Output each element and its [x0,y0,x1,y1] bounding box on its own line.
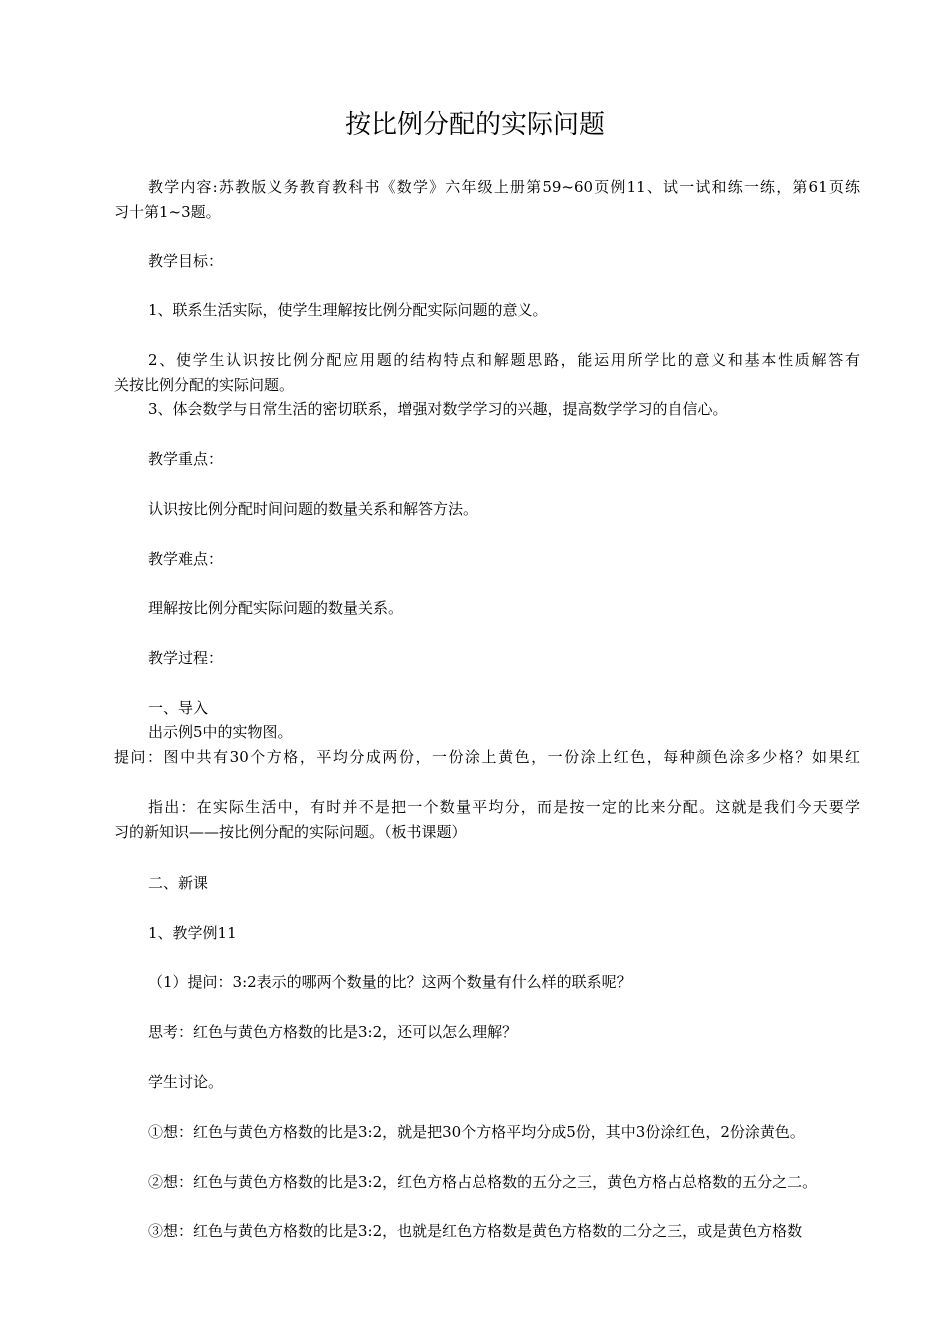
document-title: 按比例分配的实际问题 [344,110,605,140]
paragraph-line: 教学内容:苏教版义务教育教科书《数学》六年级上册第59~60页例11、试一试和练一练，第61页练 [148,178,860,196]
paragraph-line: 认识按比例分配时间问题的数量关系和解答方法。 [148,500,479,518]
paragraph-line: 出示例5中的实物图。 [148,723,293,741]
paragraph-line: 学生讨论。 [148,1073,224,1091]
paragraph-line: 提问：图中共有30个方格，平均分成两份，一份涂上黄色，一份涂上红色，每种颜色涂多少格？如果红 [114,748,860,766]
paragraph-line: 2、使学生认识按比例分配应用题的结构特点和解题思路，能运用所学比的意义和基本性质解答有 [148,351,860,369]
paragraph-line: 指出：在实际生活中，有时并不是把一个数量平均分，而是按一定的比来分配。这就是我们今天要学 [148,798,860,816]
paragraph-line: 1、联系生活实际，使学生理解按比例分配实际问题的意义。 [148,301,548,319]
section-heading: 二、新课 [148,874,209,892]
section-heading: 教学目标： [148,252,224,270]
section-heading: 1、教学例11 [148,924,237,942]
section-heading: 教学难点： [148,550,224,568]
paragraph-line: 思考：红色与黄色方格数的比是3:2，还可以怎么理解？ [148,1023,518,1041]
section-heading: 教学过程： [148,649,224,667]
paragraph-line: 理解按比例分配实际问题的数量关系。 [148,599,404,617]
paragraph-line: （1）提问：3:2表示的哪两个数量的比？这两个数量有什么样的联系呢？ [148,973,632,991]
paragraph-line: ①想：红色与黄色方格数的比是3:2，就是把30个方格平均分成5份，其中3份涂红色，2份涂黄色。 [148,1123,805,1141]
paragraph-line: ③想：红色与黄色方格数的比是3:2，也就是红色方格数是黄色方格数的二分之三，或是黄色方格数 [148,1222,803,1240]
paragraph-line: 3、体会数学与日常生活的密切联系，增强对数学学习的兴趣，提高数学学习的自信心。 [148,400,728,418]
section-heading: 教学重点： [148,450,224,468]
paragraph-line: 习的新知识——按比例分配的实际问题。（板书课题） [114,823,467,841]
paragraph-line: ②想：红色与黄色方格数的比是3:2，红色方格占总格数的五分之三，黄色方格占总格数的五分之二。 [148,1173,818,1191]
section-heading: 一、导入 [148,699,209,717]
paragraph-line: 习十第1~3题。 [114,203,221,221]
paragraph-line: 关按比例分配的实际问题。 [114,376,295,394]
